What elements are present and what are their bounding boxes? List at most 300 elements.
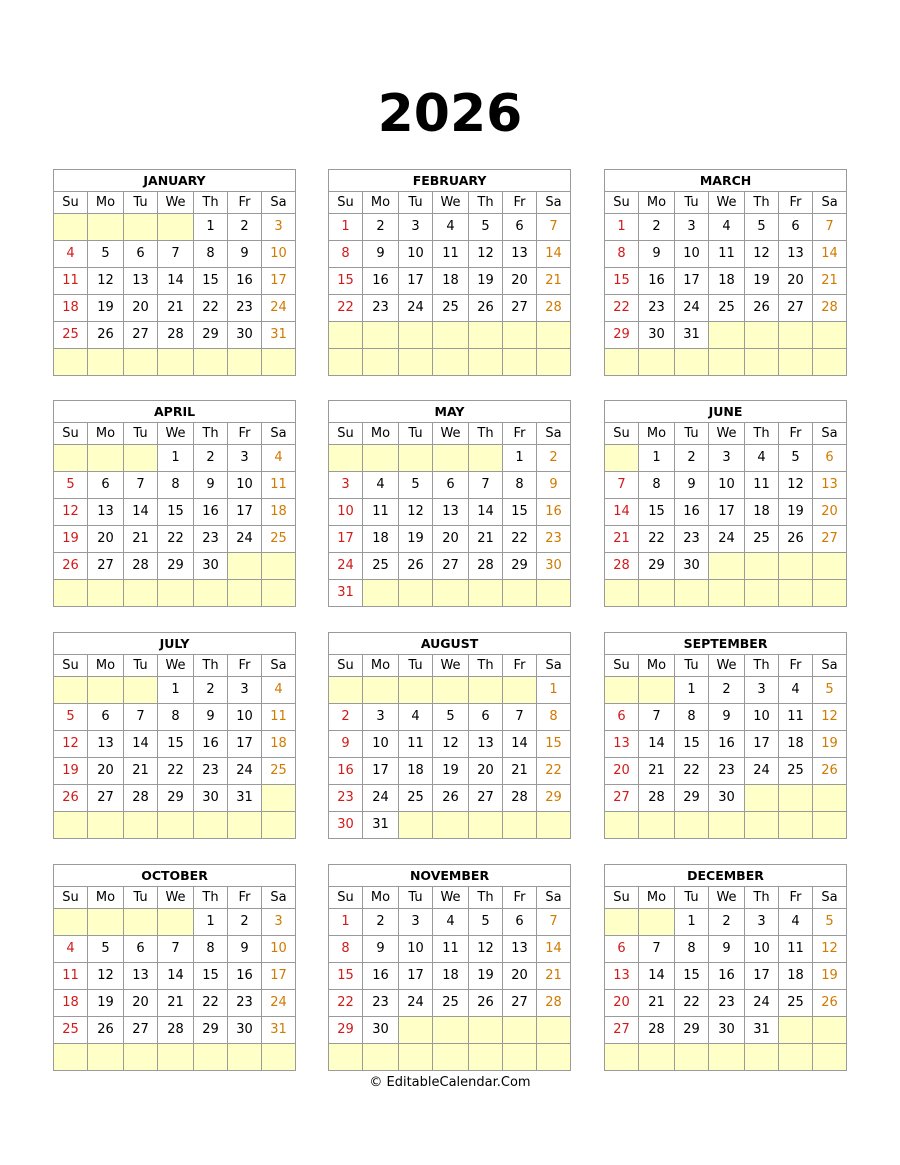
day-cell: 17 <box>745 963 779 990</box>
week-row <box>329 936 571 963</box>
day-cell: 19 <box>813 731 847 758</box>
empty-day-cell <box>469 445 503 472</box>
day-cell: 6 <box>469 704 503 731</box>
day-cell: 11 <box>433 241 469 268</box>
month-name: SEPTEMBER <box>605 633 847 655</box>
day-cell: 18 <box>433 963 469 990</box>
empty-day-cell <box>813 1044 847 1071</box>
day-cell: 26 <box>88 1017 124 1044</box>
week-row <box>605 704 847 731</box>
week-row <box>329 295 571 322</box>
day-cell: 15 <box>329 268 363 295</box>
week-row <box>54 445 296 472</box>
day-cell: 16 <box>228 963 262 990</box>
day-cell: 5 <box>54 472 88 499</box>
empty-day-cell <box>194 580 228 607</box>
weekday-label: Th <box>745 887 779 909</box>
day-cell: 7 <box>158 936 194 963</box>
day-cell: 9 <box>228 936 262 963</box>
empty-day-cell <box>124 1044 158 1071</box>
day-cell: 10 <box>709 472 745 499</box>
day-cell: 30 <box>709 785 745 812</box>
day-cell: 16 <box>363 268 399 295</box>
empty-day-cell <box>124 677 158 704</box>
weekday-label: Tu <box>675 655 709 677</box>
day-cell: 8 <box>158 472 194 499</box>
weekday-label: Tu <box>124 192 158 214</box>
week-row <box>605 1017 847 1044</box>
day-cell: 15 <box>194 963 228 990</box>
day-cell: 17 <box>709 499 745 526</box>
empty-day-cell <box>813 553 847 580</box>
weekday-label: Th <box>194 192 228 214</box>
week-row <box>329 1017 571 1044</box>
week-row <box>329 963 571 990</box>
day-cell: 17 <box>399 963 433 990</box>
day-cell: 22 <box>503 526 537 553</box>
weekday-label: We <box>158 655 194 677</box>
weekday-label: Su <box>54 887 88 909</box>
day-cell: 14 <box>158 268 194 295</box>
empty-day-cell <box>503 322 537 349</box>
day-cell: 3 <box>262 909 296 936</box>
week-row <box>329 268 571 295</box>
empty-day-cell <box>709 1044 745 1071</box>
day-cell: 25 <box>262 526 296 553</box>
week-row <box>329 445 571 472</box>
weekday-label: Su <box>329 423 363 445</box>
week-row <box>54 499 296 526</box>
week-row <box>54 812 296 839</box>
day-cell: 29 <box>158 785 194 812</box>
weekday-label: We <box>433 887 469 909</box>
weekday-label: Sa <box>537 655 571 677</box>
weekday-label: Sa <box>537 423 571 445</box>
empty-day-cell <box>363 322 399 349</box>
empty-day-cell <box>639 812 675 839</box>
weekday-label: Sa <box>537 192 571 214</box>
week-row <box>54 731 296 758</box>
day-cell: 20 <box>605 758 639 785</box>
day-cell: 13 <box>779 241 813 268</box>
empty-day-cell <box>54 909 88 936</box>
month-june <box>604 400 847 607</box>
day-cell: 18 <box>54 295 88 322</box>
empty-day-cell <box>745 785 779 812</box>
day-cell: 20 <box>469 758 503 785</box>
weekday-label: Su <box>605 887 639 909</box>
day-cell: 29 <box>329 1017 363 1044</box>
week-row <box>605 812 847 839</box>
day-cell: 6 <box>605 936 639 963</box>
day-cell: 16 <box>709 731 745 758</box>
weekday-label: We <box>433 655 469 677</box>
empty-day-cell <box>709 553 745 580</box>
week-row <box>329 704 571 731</box>
day-cell: 8 <box>194 241 228 268</box>
empty-day-cell <box>639 349 675 376</box>
empty-day-cell <box>363 677 399 704</box>
day-cell: 5 <box>469 909 503 936</box>
day-cell: 8 <box>605 241 639 268</box>
day-cell: 15 <box>605 268 639 295</box>
week-row <box>329 677 571 704</box>
empty-day-cell <box>329 1044 363 1071</box>
day-cell: 6 <box>88 472 124 499</box>
weekday-label: Tu <box>124 423 158 445</box>
empty-day-cell <box>469 322 503 349</box>
day-cell: 27 <box>503 990 537 1017</box>
day-cell: 24 <box>709 526 745 553</box>
day-cell: 20 <box>433 526 469 553</box>
empty-day-cell <box>745 349 779 376</box>
day-cell: 19 <box>469 963 503 990</box>
day-cell: 11 <box>779 936 813 963</box>
day-cell: 4 <box>262 677 296 704</box>
day-cell: 30 <box>194 553 228 580</box>
day-cell: 1 <box>675 677 709 704</box>
day-cell: 4 <box>399 704 433 731</box>
weekday-label: Tu <box>399 192 433 214</box>
empty-day-cell <box>158 580 194 607</box>
weekday-label: Su <box>54 192 88 214</box>
day-cell: 25 <box>262 758 296 785</box>
week-row <box>329 785 571 812</box>
day-cell: 19 <box>813 963 847 990</box>
day-cell: 24 <box>745 990 779 1017</box>
day-cell: 19 <box>88 295 124 322</box>
empty-day-cell <box>124 812 158 839</box>
week-row <box>605 677 847 704</box>
day-cell: 16 <box>329 758 363 785</box>
day-cell: 18 <box>745 499 779 526</box>
weekday-label: Mo <box>639 655 675 677</box>
weekday-label: Th <box>469 423 503 445</box>
day-cell: 22 <box>605 295 639 322</box>
weekday-label: Fr <box>228 887 262 909</box>
day-cell: 9 <box>228 241 262 268</box>
day-cell: 25 <box>779 990 813 1017</box>
day-cell: 18 <box>433 268 469 295</box>
empty-day-cell <box>813 1017 847 1044</box>
empty-day-cell <box>503 1044 537 1071</box>
day-cell: 26 <box>813 990 847 1017</box>
day-cell: 24 <box>399 295 433 322</box>
empty-day-cell <box>433 1017 469 1044</box>
weekday-label: Fr <box>228 423 262 445</box>
empty-day-cell <box>399 1017 433 1044</box>
day-cell: 8 <box>503 472 537 499</box>
day-cell: 9 <box>675 472 709 499</box>
day-cell: 9 <box>639 241 675 268</box>
day-cell: 27 <box>433 553 469 580</box>
week-row <box>54 214 296 241</box>
month-name: APRIL <box>54 401 296 423</box>
copyright-footer[interactable]: © EditableCalendar.Com <box>369 1075 531 1090</box>
day-cell: 7 <box>537 909 571 936</box>
day-cell: 20 <box>503 268 537 295</box>
day-cell: 21 <box>124 758 158 785</box>
weekday-label: Sa <box>813 192 847 214</box>
day-cell: 10 <box>399 241 433 268</box>
day-cell: 10 <box>399 936 433 963</box>
day-cell: 25 <box>363 553 399 580</box>
empty-day-cell <box>433 677 469 704</box>
week-row <box>54 1017 296 1044</box>
day-cell: 14 <box>605 499 639 526</box>
weekday-label: Su <box>329 192 363 214</box>
weekday-label: We <box>158 887 194 909</box>
day-cell: 26 <box>433 785 469 812</box>
weekday-label: We <box>709 655 745 677</box>
day-cell: 12 <box>54 499 88 526</box>
week-row <box>329 499 571 526</box>
empty-day-cell <box>469 812 503 839</box>
weekday-label: Th <box>745 192 779 214</box>
empty-day-cell <box>813 580 847 607</box>
empty-day-cell <box>537 1044 571 1071</box>
empty-day-cell <box>813 785 847 812</box>
day-cell: 29 <box>639 553 675 580</box>
day-cell: 31 <box>745 1017 779 1044</box>
day-cell: 21 <box>537 268 571 295</box>
day-cell: 28 <box>639 1017 675 1044</box>
page-title: 2026 <box>377 84 523 144</box>
day-cell: 6 <box>88 704 124 731</box>
weekday-label: Sa <box>813 887 847 909</box>
week-row <box>329 553 571 580</box>
week-row <box>329 322 571 349</box>
day-cell: 26 <box>813 758 847 785</box>
weekday-label: Mo <box>88 192 124 214</box>
empty-day-cell <box>537 812 571 839</box>
day-cell: 3 <box>745 909 779 936</box>
day-cell: 9 <box>363 936 399 963</box>
week-row <box>54 322 296 349</box>
week-row <box>605 445 847 472</box>
day-cell: 20 <box>813 499 847 526</box>
day-cell: 10 <box>363 731 399 758</box>
empty-day-cell <box>639 580 675 607</box>
weekday-label: Su <box>54 423 88 445</box>
empty-day-cell <box>779 1017 813 1044</box>
weekday-label: Tu <box>675 192 709 214</box>
empty-day-cell <box>399 349 433 376</box>
day-cell: 9 <box>194 704 228 731</box>
empty-day-cell <box>433 349 469 376</box>
weekday-label: Sa <box>813 655 847 677</box>
weekday-label: Mo <box>363 887 399 909</box>
day-cell: 11 <box>262 472 296 499</box>
day-cell: 7 <box>639 936 675 963</box>
day-cell: 22 <box>675 758 709 785</box>
month-name: JANUARY <box>54 170 296 192</box>
empty-day-cell <box>537 349 571 376</box>
day-cell: 17 <box>745 731 779 758</box>
weekday-label: Su <box>54 655 88 677</box>
weekday-label: We <box>158 192 194 214</box>
day-cell: 12 <box>88 963 124 990</box>
day-cell: 16 <box>194 499 228 526</box>
weekday-label: Th <box>469 192 503 214</box>
weekday-label: Mo <box>88 655 124 677</box>
day-cell: 4 <box>745 445 779 472</box>
weekday-label: We <box>709 192 745 214</box>
day-cell: 19 <box>745 268 779 295</box>
month-name: MAY <box>329 401 571 423</box>
day-cell: 30 <box>194 785 228 812</box>
day-cell: 22 <box>194 990 228 1017</box>
day-cell: 23 <box>363 990 399 1017</box>
day-cell: 8 <box>675 936 709 963</box>
day-cell: 22 <box>158 758 194 785</box>
day-cell: 8 <box>194 936 228 963</box>
day-cell: 6 <box>605 704 639 731</box>
day-cell: 23 <box>329 785 363 812</box>
day-cell: 10 <box>675 241 709 268</box>
empty-day-cell <box>813 349 847 376</box>
day-cell: 26 <box>88 322 124 349</box>
empty-day-cell <box>329 445 363 472</box>
day-cell: 22 <box>675 990 709 1017</box>
day-cell: 4 <box>709 214 745 241</box>
day-cell: 12 <box>433 731 469 758</box>
empty-day-cell <box>605 445 639 472</box>
empty-day-cell <box>779 785 813 812</box>
day-cell: 19 <box>433 758 469 785</box>
week-row <box>329 349 571 376</box>
day-cell: 27 <box>88 553 124 580</box>
empty-day-cell <box>503 677 537 704</box>
week-row <box>54 758 296 785</box>
week-row <box>605 295 847 322</box>
empty-day-cell <box>88 677 124 704</box>
week-row <box>605 936 847 963</box>
weekday-label: Th <box>194 887 228 909</box>
day-cell: 3 <box>709 445 745 472</box>
day-cell: 24 <box>329 553 363 580</box>
day-cell: 11 <box>745 472 779 499</box>
day-cell: 25 <box>433 990 469 1017</box>
day-cell: 7 <box>469 472 503 499</box>
day-cell: 5 <box>88 241 124 268</box>
empty-day-cell <box>469 349 503 376</box>
weekday-label: We <box>158 423 194 445</box>
day-cell: 6 <box>779 214 813 241</box>
day-cell: 21 <box>605 526 639 553</box>
day-cell: 1 <box>158 445 194 472</box>
day-cell: 9 <box>709 936 745 963</box>
empty-day-cell <box>779 349 813 376</box>
empty-day-cell <box>228 553 262 580</box>
empty-day-cell <box>675 349 709 376</box>
day-cell: 10 <box>228 704 262 731</box>
day-cell: 29 <box>158 553 194 580</box>
day-cell: 2 <box>228 909 262 936</box>
empty-day-cell <box>228 580 262 607</box>
week-row <box>605 349 847 376</box>
day-cell: 31 <box>329 580 363 607</box>
month-name: NOVEMBER <box>329 865 571 887</box>
empty-day-cell <box>228 812 262 839</box>
day-cell: 28 <box>605 553 639 580</box>
empty-day-cell <box>262 349 296 376</box>
week-row <box>329 214 571 241</box>
empty-day-cell <box>88 1044 124 1071</box>
day-cell: 27 <box>88 785 124 812</box>
week-row <box>54 526 296 553</box>
empty-day-cell <box>537 580 571 607</box>
day-cell: 7 <box>503 704 537 731</box>
day-cell: 15 <box>158 731 194 758</box>
weekday-label: We <box>709 887 745 909</box>
month-march <box>604 169 847 376</box>
week-row <box>605 580 847 607</box>
month-august <box>328 632 571 839</box>
day-cell: 2 <box>537 445 571 472</box>
day-cell: 18 <box>779 731 813 758</box>
day-cell: 1 <box>675 909 709 936</box>
day-cell: 3 <box>329 472 363 499</box>
empty-day-cell <box>329 677 363 704</box>
day-cell: 17 <box>262 963 296 990</box>
day-cell: 10 <box>228 472 262 499</box>
day-cell: 4 <box>262 445 296 472</box>
day-cell: 11 <box>433 936 469 963</box>
day-cell: 14 <box>639 731 675 758</box>
day-cell: 1 <box>329 909 363 936</box>
day-cell: 3 <box>363 704 399 731</box>
day-cell: 28 <box>537 295 571 322</box>
day-cell: 2 <box>709 677 745 704</box>
day-cell: 19 <box>779 499 813 526</box>
empty-day-cell <box>54 812 88 839</box>
day-cell: 18 <box>399 758 433 785</box>
day-cell: 16 <box>675 499 709 526</box>
week-row <box>605 214 847 241</box>
day-cell: 11 <box>54 963 88 990</box>
weekday-label: Mo <box>363 423 399 445</box>
weekday-label: Fr <box>779 655 813 677</box>
day-cell: 3 <box>399 909 433 936</box>
week-row <box>54 580 296 607</box>
empty-day-cell <box>745 553 779 580</box>
empty-day-cell <box>675 1044 709 1071</box>
week-row <box>54 785 296 812</box>
weekday-label: Su <box>605 192 639 214</box>
day-cell: 25 <box>745 526 779 553</box>
empty-day-cell <box>745 580 779 607</box>
day-cell: 21 <box>639 990 675 1017</box>
day-cell: 2 <box>709 909 745 936</box>
day-cell: 17 <box>262 268 296 295</box>
empty-day-cell <box>537 322 571 349</box>
empty-day-cell <box>54 445 88 472</box>
week-row <box>329 990 571 1017</box>
day-cell: 13 <box>433 499 469 526</box>
day-cell: 21 <box>639 758 675 785</box>
day-cell: 24 <box>399 990 433 1017</box>
day-cell: 28 <box>813 295 847 322</box>
day-cell: 25 <box>433 295 469 322</box>
day-cell: 28 <box>158 322 194 349</box>
empty-day-cell <box>329 322 363 349</box>
day-cell: 3 <box>745 677 779 704</box>
day-cell: 26 <box>54 785 88 812</box>
day-cell: 15 <box>639 499 675 526</box>
empty-day-cell <box>709 580 745 607</box>
day-cell: 13 <box>503 241 537 268</box>
